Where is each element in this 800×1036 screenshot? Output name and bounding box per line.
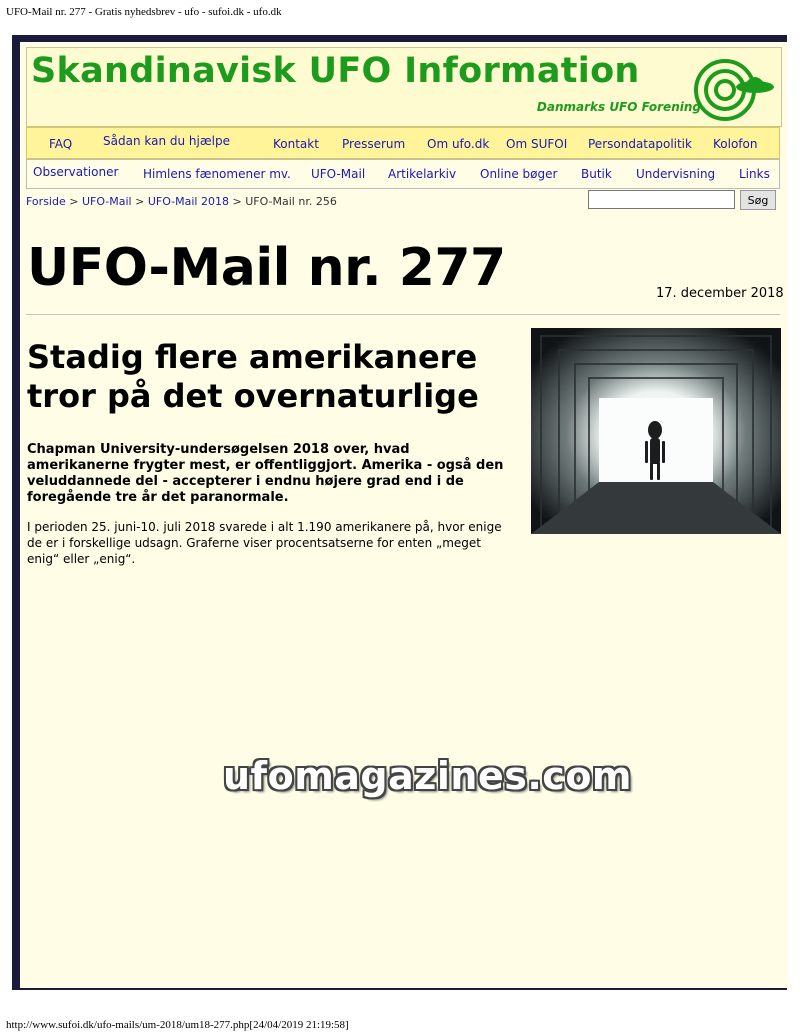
nav-observations[interactable]: Observationer (33, 165, 119, 179)
nav-shop[interactable]: Butik (581, 167, 612, 181)
site-title[interactable]: Skandinavisk UFO Information (31, 51, 640, 91)
search-input[interactable] (588, 190, 735, 209)
nav-sky-phenomena[interactable]: Himlens fænomener mv. (143, 167, 291, 181)
article-lead: Chapman University-undersøgelsen 2018 over, hvad amerikanerne frygter mest, er offentliggjort. Amerika - også den veluddannede del - accepterer i endnu højere grad end i de foregående tre år det paranormale. (27, 442, 504, 505)
print-header: UFO-Mail nr. 277 - Gratis nyhedsbrev - ufo - sufoi.dk - ufo.dk (6, 6, 282, 18)
issue-title: UFO-Mail nr. 277 (27, 238, 506, 298)
watermark: ufomagazines.com (223, 754, 633, 798)
breadcrumb-separator: > (135, 195, 148, 208)
nav-press[interactable]: Presserum (342, 137, 406, 151)
issue-date: 17. december 2018 (656, 286, 784, 301)
site-subtitle: Danmarks UFO Forening (536, 100, 701, 114)
nav-about-ufo-dk[interactable]: Om ufo.dk (427, 137, 490, 151)
page-content (20, 42, 788, 988)
nav-help[interactable]: Sådan kan du hjælpe (103, 134, 230, 148)
article-body: I perioden 25. juni-10. juli 2018 svarede i alt 1.190 amerikanere på, hvor enige de er i forskellige udsagn. Graferne viser procentsatserne for enten „meget enig“ eller „enig“. (27, 520, 502, 566)
secondary-nav (26, 159, 780, 189)
breadcrumb-ufo-mail-2018[interactable]: UFO-Mail 2018 (147, 195, 229, 208)
nav-about-sufoi[interactable]: Om SUFOI (506, 137, 568, 151)
breadcrumb-home[interactable]: Forside (26, 195, 66, 208)
nav-links[interactable]: Links (739, 167, 770, 181)
nav-privacy[interactable]: Persondatapolitik (588, 137, 692, 151)
divider (26, 314, 780, 315)
breadcrumb-separator: > (232, 195, 246, 208)
breadcrumb-separator: > (69, 195, 82, 208)
nav-online-books[interactable]: Online bøger (480, 167, 558, 181)
nav-teaching[interactable]: Undervisning (636, 167, 716, 181)
breadcrumb (26, 195, 337, 208)
breadcrumb-current: UFO-Mail nr. 256 (245, 195, 337, 208)
nav-colophon[interactable]: Kolofon (713, 137, 758, 151)
primary-nav (26, 127, 780, 159)
nav-article-archive[interactable]: Artikelarkiv (388, 167, 457, 181)
alien-tunnel-photo (531, 328, 781, 534)
ufo-logo-icon[interactable] (693, 54, 775, 122)
nav-faq[interactable]: FAQ (49, 137, 73, 151)
print-footer: http://www.sufoi.dk/ufo-mails/um-2018/um18-277.php[24/04/2019 21:19:58] (6, 1019, 349, 1031)
search-button[interactable]: Søg (740, 190, 776, 210)
nav-contact[interactable]: Kontakt (273, 137, 319, 151)
article-title: Stadig flere amerikanere tror på det overnaturlige (27, 338, 479, 415)
breadcrumb-ufo-mail[interactable]: UFO-Mail (81, 195, 132, 208)
masthead (26, 47, 782, 127)
nav-ufo-mail[interactable]: UFO-Mail (311, 167, 366, 181)
